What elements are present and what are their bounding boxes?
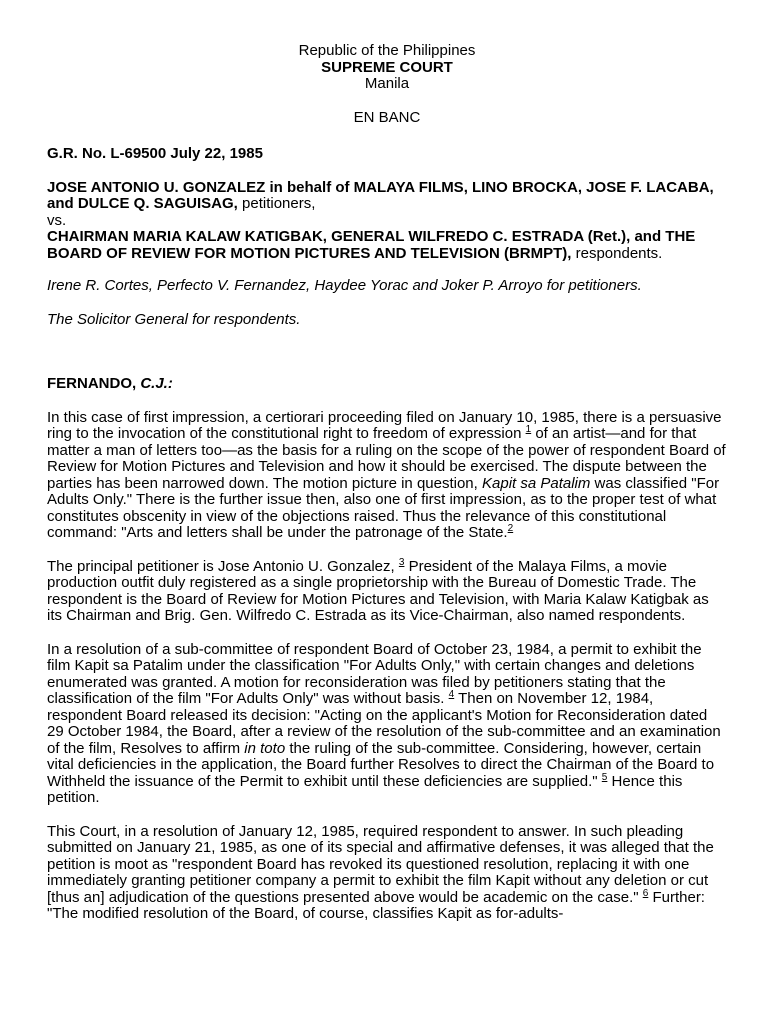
court-name: SUPREME COURT [321,58,453,76]
petitioners-line [47,180,727,213]
footnote-link-5[interactable]: 5 [601,771,608,783]
respondents-names: CHAIRMAN MARIA KALAW KATIGBAK, GENERAL WILFREDO C. ESTRADA (Ret.), and THE BOARD OF REVIEW FOR MOTION PICTURES AND TELEVISION (BRMPT), [47,228,696,262]
case-number: G.R. No. L-69500 July 22, 1985 [47,145,263,162]
p1-text-b: of an artist—and for that matter a man of letters too—as the basis for a ruling on the scope of the power of respondent Board of Review for Motion Pictures and Television and how it should be exercised. The dispute between the parties has been narrowed down. The motion picture in question, [47,425,726,492]
division-label: EN BANC [353,108,421,126]
footnote-link-3[interactable]: 3 [398,556,405,568]
respondents-role: respondents. [571,244,663,262]
p2-text-a: The principal petitioner is Jose Antonio U. Gonzalez, [47,557,399,575]
ponente [47,376,727,393]
p1-text-c: was classified "For Adults Only." There is the further issue then, also one of first impression, as to the proper test of what constitutes obscenity in view of the objections raised. Thus the relevance of this constitutional command: "Arts and letters shall be under the patronage of the State. [47,474,720,541]
footnote-link-6[interactable]: 6 [642,887,649,899]
petitioners-role: petitioners, [237,195,316,212]
counsel-respondents: The Solicitor General for respondents. [47,310,301,328]
court-header [47,43,727,93]
paragraph-2 [47,556,727,625]
paragraph-3 [47,642,727,807]
in-toto: in toto [244,739,286,757]
court-city: Manila [364,75,410,92]
republic-line: Republic of the Philippines [298,42,476,59]
paragraph-1 [47,410,727,542]
petitioners-names: JOSE ANTONIO U. GONZALEZ in behalf of MALAYA FILMS, LINO BROCKA, JOSE F. LACABA, and DULCE Q. SAGUISAG, [47,178,714,212]
p3-text-d: Hence this petition. [47,772,683,806]
case-title [47,180,727,263]
p1-text-a: In this case of first impression, a certiorari proceeding filed on January 10, 1985, there is a persuasive ring to the invocation of the constitutional right to freedom of expression [47,408,722,442]
counsel-petitioners: Irene R. Cortes, Perfecto V. Fernandez, Haydee Yorac and Joker P. Arroyo for petitioners. [47,277,642,294]
decision-content [47,43,727,923]
film-title: Kapit sa Patalim [482,474,591,492]
p3-text-c: the ruling of the sub-committee. Considering, however, certain vital deficiencies in the application, the Board further Resolves to direct the Chairman of the Board to Withheld the issuance of the Permit to exhibit until these deficiencies are supplied." [47,739,715,790]
ponente-title: C.J.: [140,375,173,392]
footnote-link-2[interactable]: 2 [507,523,514,534]
paragraph-4 [47,824,727,923]
p4-text-a: This Court, in a resolution of January 12, 1985, required respondent to answer. In such pleading submitted on January 21, 1985, as one of its special and affirmative defenses, it was alleged that the petition is moot as "respondent Board has revoked its questioned resolution, replacing it with one immediately granting petitioner company a permit to exhibit the film Kapit without any deletion or cut [thus an] adjudication of the questions presented above would be academic on the case." [47,822,714,906]
versus: vs. [47,211,67,229]
respondents-line [47,229,727,262]
footnote-link-1[interactable]: 1 [525,424,532,435]
p2-text-b: President of the Malaya Films, a movie production outfit duly registered as a single proprietorship with the Bureau of Domestic Trade. The respondent is the Board of Review for Motion Pictures and Television, with Maria Kalaw Katigbak as its Chairman and Brig. Gen. Wilfredo C. Estrada as its Vice-Chairman, also named respondents. [47,557,709,624]
p4-text-b: Further: "The modified resolution of the Board, of course, classifies Kapit as for-adults- [47,888,705,922]
ponente-name: FERNANDO, [47,375,141,392]
p3-text-b: Then on November 12, 1984, respondent Board released its decision: "Acting on the applicant's Motion for Reconsideration dated 29 October 1984, the Board, after a review of the resolution of the sub-committee and an examination of the film, Resolves to affirm [47,690,721,757]
p3-text-a: In a resolution of a sub-committee of respondent Board of October 23, 1984, a permit to exhibit the film Kapit sa Patalim under the classification "For Adults Only," with certain changes and deletions enumerated was granted. A motion for reconsideration was filed by petitioners stating that the classification of the film "For Adults Only" was without basis. [47,640,702,707]
footnote-link-4[interactable]: 4 [448,689,455,700]
